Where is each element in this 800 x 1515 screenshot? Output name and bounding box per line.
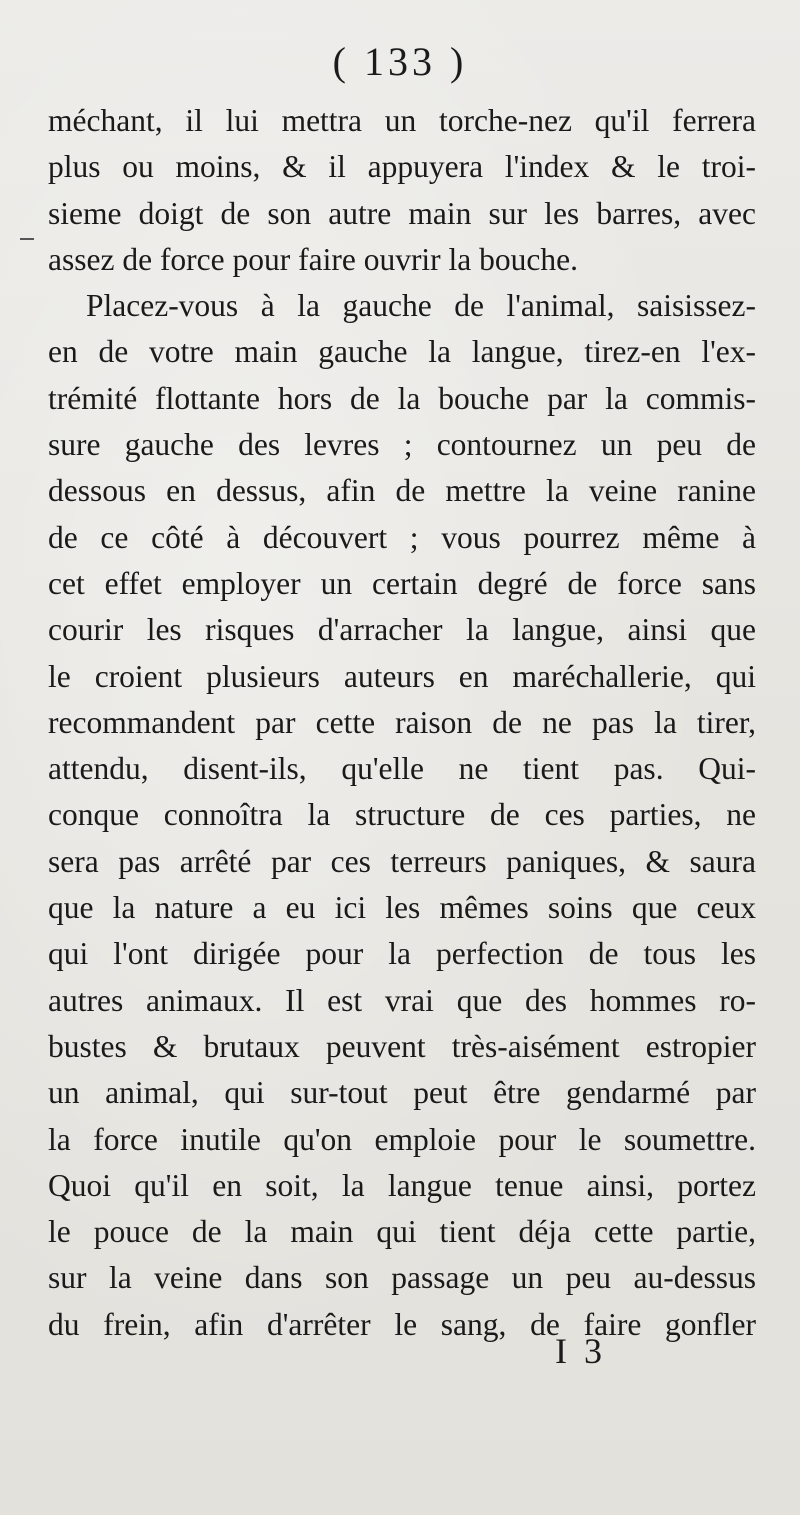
text-line: que la nature a eu ici les mêmes soins que ceux [48, 890, 756, 926]
text-line: plus ou moins, & il appuyera l'index & le troi- [48, 149, 756, 185]
text-line: qui l'ont dirigée pour la perfection de tous les [48, 936, 756, 972]
text-line: en de votre main gauche la langue, tirez-en l'ex- [48, 334, 756, 370]
text-line: conque connoîtra la structure de ces parties, ne [48, 797, 756, 833]
signature-mark: I 3 [555, 1331, 606, 1371]
text-line: cet effet employer un certain degré de force sans [48, 565, 756, 601]
text-line: dessous en dessus, afin de mettre la veine ranine [48, 473, 756, 509]
page-number: ( 133 ) [332, 39, 468, 84]
text-line: du frein, afin d'arrêter le sang, de faire gonfler [48, 1306, 756, 1342]
text-line: bustes & brutaux peuvent très-aisément estropier [48, 1028, 756, 1064]
text-line: attendu, disent-ils, qu'elle ne tient pas. Qui- [48, 751, 756, 787]
text-line: recommandent par cette raison de ne pas la tirer, [48, 704, 756, 740]
margin-mark [20, 238, 34, 240]
text-line: le pouce de la main qui tient déja cette partie, [48, 1214, 756, 1250]
text-line: Placez-vous à la gauche de l'animal, saisissez- [86, 288, 756, 324]
body-text [48, 98, 756, 1348]
text-line: courir les risques d'arracher la langue, ainsi que [48, 612, 756, 648]
text-line: un animal, qui sur-tout peut être gendarmé par [48, 1075, 756, 1111]
text-line: autres animaux. Il est vrai que des hommes ro- [48, 982, 756, 1018]
text-line: la force inutile qu'on emploie pour le soumettre. [48, 1121, 756, 1157]
text-line: assez de force pour faire ouvrir la bouche. [48, 241, 578, 277]
text-line: le croient plusieurs auteurs en maréchallerie, qui [48, 658, 756, 694]
text-line: trémité flottante hors de la bouche par la commis- [48, 380, 756, 416]
text-line: sur la veine dans son passage un peu au-dessus [48, 1260, 756, 1296]
text-line: sera pas arrêté par ces terreurs paniques, & saura [48, 843, 756, 879]
text-line: méchant, il lui mettra un torche-nez qu'il ferrera [48, 103, 756, 138]
text-line: sieme doigt de son autre main sur les barres, avec [48, 195, 756, 231]
text-line: de ce côté à découvert ; vous pourrez même à [48, 519, 756, 555]
text-line: sure gauche des levres ; contournez un peu de [48, 427, 756, 463]
text-line: Quoi qu'il en soit, la langue tenue ainsi, portez [48, 1167, 756, 1203]
